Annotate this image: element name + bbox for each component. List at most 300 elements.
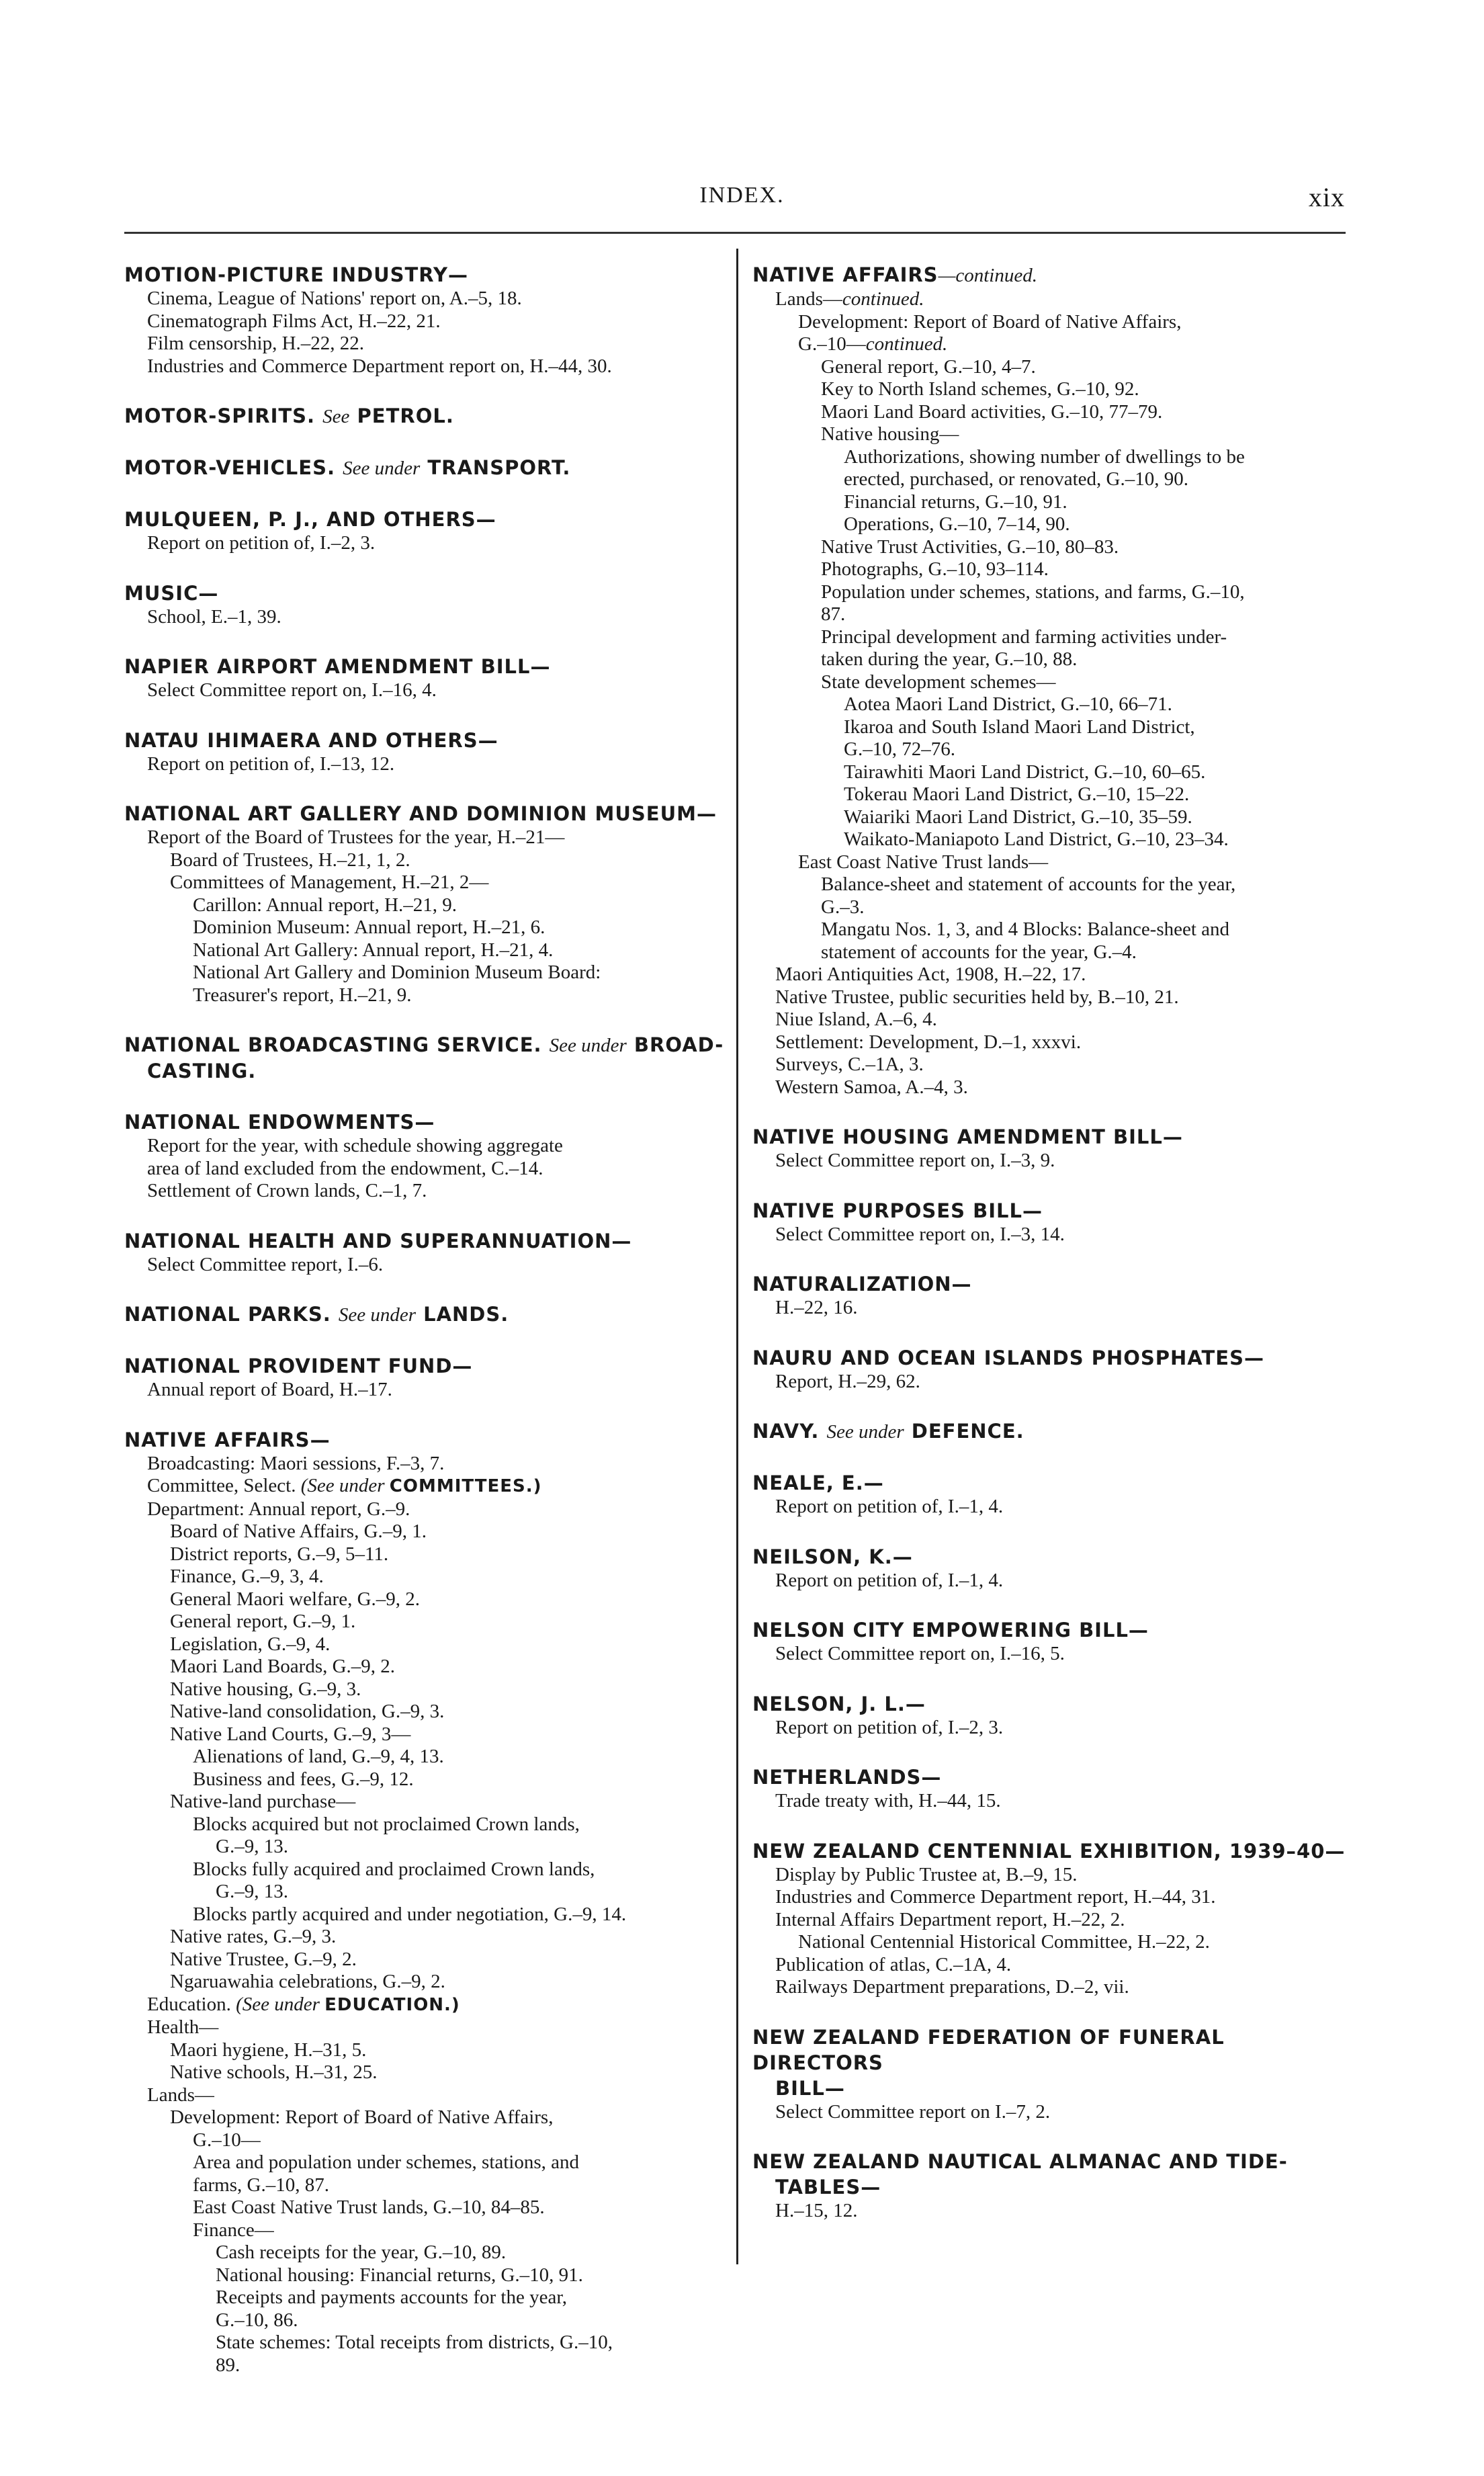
subline-text: East Coast Native Trust lands, G.–10, 84–85. bbox=[193, 2196, 545, 2218]
entry-subline bbox=[752, 671, 1350, 694]
entry-subline bbox=[124, 532, 726, 555]
entry-heading bbox=[752, 1544, 1350, 1570]
entry-subline bbox=[752, 1864, 1350, 1887]
entry-heading bbox=[752, 2149, 1350, 2200]
entry-subline bbox=[124, 2309, 726, 2332]
entry-subline bbox=[124, 1611, 726, 1633]
entry-subline bbox=[124, 288, 726, 310]
entry-heading bbox=[124, 507, 726, 532]
entry-subline bbox=[124, 1746, 726, 1768]
entry-subline bbox=[124, 871, 726, 894]
entry-subline bbox=[124, 753, 726, 776]
entry-subline bbox=[752, 1371, 1350, 1394]
subline-text: Committees of Management, H.–21, 2— bbox=[170, 871, 489, 893]
subline-text: Select Committee report on, I.–3, 9. bbox=[775, 1150, 1055, 1171]
index-entry bbox=[124, 728, 726, 776]
entry-heading-text: NAURU AND OCEAN ISLANDS PHOSPHATES— bbox=[752, 1346, 1264, 1369]
subline-text: Ngaruawahia celebrations, G.–9, 2. bbox=[170, 1971, 445, 1992]
see-reference-target: BROAD- bbox=[634, 1033, 724, 1056]
entry-subline bbox=[124, 2264, 726, 2287]
index-entry bbox=[124, 1427, 726, 2377]
subline-text: Internal Affairs Department report, H.–22, 2. bbox=[775, 1908, 1125, 1930]
subline-text: Native Trustee, G.–9, 2. bbox=[170, 1948, 357, 1970]
entry-subline bbox=[752, 603, 1350, 626]
entry-subline bbox=[124, 826, 726, 849]
see-reference-label: See under bbox=[549, 1035, 627, 1056]
entry-subline bbox=[124, 1768, 726, 1791]
subline-text: Niue Island, A.–6, 4. bbox=[775, 1009, 937, 1030]
entry-subline bbox=[124, 2151, 726, 2174]
subline-text: Lands— bbox=[775, 288, 842, 310]
see-reference-label: See under bbox=[338, 1304, 416, 1326]
entry-heading bbox=[752, 1124, 1350, 1150]
entry-subline bbox=[752, 446, 1350, 469]
subline-text: Native Trust Activities, G.–10, 80–83. bbox=[821, 536, 1119, 558]
header-rule bbox=[124, 232, 1346, 234]
subline-text: Tairawhiti Maori Land District, G.–10, 60–65. bbox=[844, 761, 1206, 783]
entry-heading bbox=[124, 262, 726, 288]
subline-text: Film censorship, H.–22, 22. bbox=[147, 333, 365, 354]
subline-text: Native-land purchase— bbox=[170, 1791, 356, 1812]
entry-subline bbox=[124, 1723, 726, 1746]
entry-subline bbox=[752, 716, 1350, 739]
entry-heading bbox=[752, 1271, 1350, 1297]
subline-text: Photographs, G.–10, 93–114. bbox=[821, 558, 1049, 580]
subline-text: erected, purchased, or renovated, G.–10, 90. bbox=[844, 468, 1188, 490]
entry-subline bbox=[752, 468, 1350, 491]
entry-heading bbox=[124, 1353, 726, 1379]
subline-text: Committee, Select. bbox=[147, 1475, 296, 1496]
subline-text: Department: Annual report, G.–9. bbox=[147, 1498, 410, 1520]
index-entry bbox=[124, 1228, 726, 1277]
entry-heading-text: MOTION-PICTURE INDUSTRY— bbox=[124, 263, 469, 286]
entry-subline bbox=[752, 423, 1350, 446]
entry-subline bbox=[124, 1521, 726, 1543]
column-divider bbox=[736, 249, 738, 2264]
entry-subline bbox=[124, 1254, 726, 1277]
entry-subline bbox=[752, 964, 1350, 986]
subline-text: Settlement of Crown lands, C.–1, 7. bbox=[147, 1180, 427, 1201]
entry-subline bbox=[752, 1717, 1350, 1740]
entry-heading bbox=[752, 1691, 1350, 1717]
subline-text: Select Committee report on, I.–16, 4. bbox=[147, 679, 437, 701]
entry-subline bbox=[752, 738, 1350, 761]
see-reference-target: TRANSPORT. bbox=[427, 456, 571, 479]
entry-subline bbox=[752, 986, 1350, 1009]
entry-subline bbox=[752, 1931, 1350, 1954]
see-reference-label: See bbox=[322, 406, 350, 427]
entry-subline bbox=[752, 851, 1350, 874]
subline-text: General report, G.–9, 1. bbox=[170, 1611, 356, 1632]
index-entry bbox=[124, 1109, 726, 1203]
entry-subline bbox=[124, 1859, 726, 1881]
index-entry bbox=[752, 2024, 1350, 2124]
entry-heading bbox=[124, 1109, 726, 1135]
entry-heading-text: MUSIC— bbox=[124, 581, 219, 605]
see-reference-target: EDUCATION.) bbox=[324, 1994, 460, 2015]
entry-subline bbox=[752, 2200, 1350, 2223]
entry-heading bbox=[124, 1301, 726, 1328]
entry-subline bbox=[752, 311, 1350, 334]
entry-subline bbox=[124, 1158, 726, 1181]
entry-subline bbox=[752, 1297, 1350, 1320]
see-reference-label: See under bbox=[343, 458, 421, 479]
subline-text: Lands— bbox=[147, 2084, 214, 2106]
subline-text: Financial returns, G.–10, 91. bbox=[844, 490, 1067, 513]
see-reference-target: PETROL. bbox=[357, 404, 454, 427]
subline-text: Business and fees, G.–9, 12. bbox=[193, 1768, 414, 1790]
entry-heading bbox=[124, 403, 726, 429]
entry-subline bbox=[124, 1791, 726, 1813]
entry-heading-text: NETHERLANDS— bbox=[752, 1766, 942, 1789]
entry-heading-text: NATURALIZATION— bbox=[752, 1273, 972, 1295]
entry-heading-text: NATIONAL PROVIDENT FUND— bbox=[124, 1355, 473, 1377]
entry-subline bbox=[124, 333, 726, 355]
entry-heading-text: NAVY. bbox=[752, 1420, 820, 1443]
subline-text: statement of accounts for the year, G.–4. bbox=[821, 941, 1137, 963]
subline-text: G.–9, 13. bbox=[216, 1836, 288, 1857]
entry-subline bbox=[752, 1643, 1350, 1666]
entry-heading bbox=[752, 1345, 1350, 1371]
subline-text: Report on petition of, I.–13, 12. bbox=[147, 753, 395, 775]
subline-text: General report, G.–10, 4–7. bbox=[821, 355, 1036, 378]
subline-text: Alienations of land, G.–9, 4, 13. bbox=[193, 1746, 444, 1767]
entry-heading-text: NEW ZEALAND CENTENNIAL EXHIBITION, 1939–40— bbox=[752, 1839, 1346, 1863]
subline-text: Maori Land Board activities, G.–10, 77–79. bbox=[821, 400, 1163, 423]
entry-subline bbox=[752, 2101, 1350, 2124]
index-entry bbox=[124, 1301, 726, 1328]
entry-subline bbox=[124, 1543, 726, 1566]
entry-subline bbox=[752, 828, 1350, 851]
entry-subline bbox=[124, 1904, 726, 1926]
subline-text: Cash receipts for the year, G.–10, 89. bbox=[216, 2242, 507, 2263]
entry-heading bbox=[124, 1032, 726, 1084]
index-entry bbox=[124, 455, 726, 481]
entry-subline bbox=[124, 2106, 726, 2129]
entry-heading bbox=[752, 1418, 1350, 1445]
subline-text: Report on petition of, I.–1, 4. bbox=[775, 1569, 1004, 1591]
subline-text: Area and population under schemes, stations, and bbox=[193, 2151, 580, 2173]
entry-heading-text: BILL— bbox=[775, 2076, 845, 2100]
index-entry bbox=[752, 262, 1350, 1099]
index-entry bbox=[752, 1198, 1350, 1246]
subline-text: G.–3. bbox=[821, 896, 865, 918]
subline-text: Native Trustee, public securities held by, B.–10, 21. bbox=[775, 986, 1179, 1008]
entry-subline bbox=[124, 1971, 726, 1994]
index-entry bbox=[752, 1838, 1350, 1999]
subline-text: Population under schemes, stations, and farms, G.–10, bbox=[821, 581, 1245, 603]
entry-subline bbox=[752, 896, 1350, 919]
index-entry bbox=[752, 1418, 1350, 1445]
entry-heading-text: NELSON, J. L.— bbox=[752, 1692, 926, 1715]
see-reference-target: LANDS. bbox=[423, 1303, 509, 1326]
subline-text: Native-land consolidation, G.–9, 3. bbox=[170, 1701, 445, 1722]
entry-subline bbox=[124, 2196, 726, 2219]
index-entry bbox=[752, 1544, 1350, 1592]
entry-subline bbox=[752, 1790, 1350, 1813]
subline-text: 87. bbox=[821, 603, 846, 625]
subline-text: Railways Department preparations, D.–2, vii. bbox=[775, 1976, 1129, 1998]
subline-text: area of land excluded from the endowment, C.–14. bbox=[147, 1157, 543, 1179]
entry-heading-text: NATIVE AFFAIRS bbox=[752, 263, 939, 286]
see-reference-label: See under bbox=[826, 1421, 904, 1443]
entry-subline bbox=[752, 919, 1350, 941]
entry-subline bbox=[124, 1498, 726, 1521]
entry-subline bbox=[752, 288, 1350, 311]
entry-heading-text: NAPIER AIRPORT AMENDMENT BILL— bbox=[124, 655, 551, 678]
entry-subline bbox=[124, 679, 726, 702]
subline-text: Health— bbox=[147, 2016, 219, 2038]
entry-heading-text: NEALE, E.— bbox=[752, 1471, 884, 1494]
subline-text: Maori Land Boards, G.–9, 2. bbox=[170, 1656, 396, 1677]
see-reference-target: COMMITTEES.) bbox=[389, 1476, 542, 1496]
entry-subline bbox=[124, 606, 726, 629]
entry-heading-text: MULQUEEN, P. J., AND OTHERS— bbox=[124, 508, 496, 531]
entry-heading-text: MOTOR-SPIRITS. bbox=[124, 404, 316, 427]
subline-text: Industries and Commerce Department report, H.–44, 31. bbox=[775, 1886, 1216, 1908]
subline-text: Waiariki Maori Land District, G.–10, 35–59. bbox=[844, 806, 1192, 828]
entry-subline bbox=[124, 2287, 726, 2309]
page-header bbox=[0, 0, 1484, 228]
entry-subline bbox=[124, 1836, 726, 1859]
entry-subline bbox=[752, 1054, 1350, 1076]
subline-text: Surveys, C.–1A, 3. bbox=[775, 1054, 924, 1075]
subline-text: Waikato-Maniapoto Land District, G.–10, 23–34. bbox=[844, 828, 1229, 850]
subline-text: Key to North Island schemes, G.–10, 92. bbox=[821, 378, 1139, 400]
subline-text: General Maori welfare, G.–9, 2. bbox=[170, 1588, 421, 1610]
index-entry bbox=[752, 1764, 1350, 1813]
entry-heading-text: NATAU IHIMAERA AND OTHERS— bbox=[124, 728, 498, 752]
subline-text: Principal development and farming activities under- bbox=[821, 626, 1227, 648]
subline-text: Balance-sheet and statement of accounts for the year, bbox=[821, 873, 1236, 895]
entry-heading bbox=[124, 1228, 726, 1254]
index-entry bbox=[124, 654, 726, 702]
subline-text: Western Samoa, A.–4, 3. bbox=[775, 1076, 968, 1098]
entry-subline bbox=[124, 1881, 726, 1904]
subline-text: School, E.–1, 39. bbox=[147, 605, 281, 628]
entry-subline bbox=[124, 1926, 726, 1949]
index-entry bbox=[124, 801, 726, 1007]
subline-text: Native rates, G.–9, 3. bbox=[170, 1926, 337, 1947]
entry-subline bbox=[752, 1076, 1350, 1099]
entry-subline bbox=[752, 491, 1350, 514]
subline-text: Treasurer's report, H.–21, 9. bbox=[193, 984, 412, 1006]
entry-heading-text: MOTOR-VEHICLES. bbox=[124, 456, 335, 479]
entry-subline bbox=[752, 333, 1350, 356]
subline-text: Cinema, League of Nations' report on, A.–5, 18. bbox=[147, 288, 522, 309]
entry-heading bbox=[124, 728, 726, 753]
subline-text: Dominion Museum: Annual report, H.–21, 6. bbox=[193, 916, 545, 938]
subline-text: Blocks partly acquired and under negotiation, G.–9, 14. bbox=[193, 1903, 627, 1925]
index-entry bbox=[124, 1353, 726, 1402]
entry-subline bbox=[124, 2061, 726, 2084]
entry-heading bbox=[124, 801, 726, 826]
entry-heading-text: NEILSON, K.— bbox=[752, 1545, 913, 1568]
subline-text: National Art Gallery: Annual report, H.–21, 4. bbox=[193, 939, 554, 961]
entry-subline bbox=[752, 1009, 1350, 1031]
entry-heading-text: NATIVE PURPOSES BILL— bbox=[752, 1199, 1043, 1222]
subline-text: Report, H.–29, 62. bbox=[775, 1370, 920, 1392]
entry-subline bbox=[752, 693, 1350, 716]
entry-subline bbox=[752, 1150, 1350, 1172]
entry-heading bbox=[752, 262, 1350, 288]
subline-text: Trade treaty with, H.–44, 15. bbox=[775, 1790, 1001, 1811]
subline-text: National Art Gallery and Dominion Museum Board: bbox=[193, 962, 601, 983]
index-entry bbox=[752, 1271, 1350, 1320]
subline-text: Report on petition of, I.–2, 3. bbox=[147, 532, 376, 554]
entry-heading bbox=[124, 1427, 726, 1453]
index-entry bbox=[124, 403, 726, 429]
entry-subline bbox=[124, 310, 726, 333]
entry-subline bbox=[752, 648, 1350, 671]
entry-subline bbox=[124, 1678, 726, 1701]
subline-text: Development: Report of Board of Native Affairs, bbox=[170, 2106, 554, 2128]
subline-text: Select Committee report, I.–6. bbox=[147, 1253, 384, 1275]
entry-subline bbox=[124, 984, 726, 1007]
entry-heading-text: NATIVE AFFAIRS— bbox=[124, 1428, 331, 1451]
entry-subline bbox=[124, 1180, 726, 1203]
entry-subline bbox=[124, 355, 726, 378]
entry-subline bbox=[124, 2084, 726, 2107]
entry-heading-text: NEW ZEALAND NAUTICAL ALMANAC AND TIDE- bbox=[752, 2150, 1288, 2173]
subline-text: State schemes: Total receipts from districts, G.–10, bbox=[216, 2332, 613, 2353]
index-entry bbox=[124, 1032, 726, 1084]
subline-text: Ikaroa and South Island Maori Land District, bbox=[844, 716, 1195, 738]
entry-subline bbox=[124, 2039, 726, 2062]
entry-subline bbox=[124, 1949, 726, 1971]
entry-subline bbox=[124, 2354, 726, 2377]
subline-text: National Centennial Historical Committee, H.–22, 2. bbox=[798, 1931, 1210, 1953]
entry-heading-text: NATIVE HOUSING AMENDMENT BILL— bbox=[752, 1125, 1183, 1148]
entry-heading-text: CASTING. bbox=[147, 1060, 257, 1082]
entry-subline bbox=[752, 806, 1350, 829]
entry-subline bbox=[124, 1994, 726, 2017]
subline-text: Education. bbox=[147, 1993, 231, 2015]
subline-text: Legislation, G.–9, 4. bbox=[170, 1633, 331, 1655]
entry-subline bbox=[124, 849, 726, 872]
entry-heading-text: NATIONAL PARKS. bbox=[124, 1303, 331, 1326]
entry-subline bbox=[752, 356, 1350, 379]
subline-text: G.–10— bbox=[193, 2129, 261, 2151]
entry-subline bbox=[124, 2242, 726, 2264]
see-reference-label: (See under bbox=[300, 1475, 385, 1496]
entry-subline bbox=[124, 2016, 726, 2039]
entry-subline bbox=[752, 513, 1350, 536]
subline-text: Cinematograph Films Act, H.–22, 21. bbox=[147, 310, 441, 332]
subline-text: Report on petition of, I.–2, 3. bbox=[775, 1716, 1004, 1738]
subline-text: District reports, G.–9, 5–11. bbox=[170, 1543, 389, 1565]
entry-subline bbox=[752, 401, 1350, 424]
index-entry bbox=[752, 1124, 1350, 1172]
entry-subline bbox=[124, 1566, 726, 1588]
entry-subline bbox=[124, 894, 726, 917]
entry-subline bbox=[124, 2332, 726, 2354]
subline-text: Native Land Courts, G.–9, 3— bbox=[170, 1723, 411, 1745]
subline-text: Maori hygiene, H.–31, 5. bbox=[170, 2039, 367, 2061]
entry-subline bbox=[752, 626, 1350, 649]
subline-text: Report of the Board of Trustees for the year, H.–21— bbox=[147, 826, 565, 848]
entry-heading-text: NATIONAL ENDOWMENTS— bbox=[124, 1111, 435, 1134]
subline-text: G.–10, 86. bbox=[216, 2309, 298, 2331]
entry-subline bbox=[752, 558, 1350, 581]
entry-heading bbox=[752, 1198, 1350, 1224]
entry-heading bbox=[124, 455, 726, 481]
continued-note: continued. bbox=[865, 333, 948, 355]
subline-text: Broadcasting: Maori sessions, F.–3, 7. bbox=[147, 1452, 445, 1474]
subline-text: farms, G.–10, 87. bbox=[193, 2174, 329, 2196]
entry-heading-text: NATIONAL BROADCASTING SERVICE. bbox=[124, 1033, 542, 1056]
entry-subline bbox=[752, 873, 1350, 896]
subline-text: Operations, G.–10, 7–14, 90. bbox=[844, 513, 1070, 535]
entry-subline bbox=[124, 939, 726, 962]
subline-text: Carillon: Annual report, H.–21, 9. bbox=[193, 894, 457, 916]
entry-subline bbox=[752, 941, 1350, 964]
subline-text: Select Committee report on I.–7, 2. bbox=[775, 2100, 1051, 2123]
entry-subline bbox=[752, 1570, 1350, 1592]
subline-text: National housing: Financial returns, G.–10, 91. bbox=[216, 2264, 583, 2286]
entry-subline bbox=[124, 1701, 726, 1723]
subline-text: 89. bbox=[216, 2354, 241, 2376]
subline-text: State development schemes— bbox=[821, 671, 1056, 693]
continued-note: continued. bbox=[842, 288, 924, 310]
subline-text: G.–9, 13. bbox=[216, 1881, 288, 1902]
subline-text: G.–10— bbox=[798, 333, 866, 355]
subline-text: Industries and Commerce Department report on, H.–44, 30. bbox=[147, 355, 612, 377]
entry-subline bbox=[752, 1886, 1350, 1909]
entry-subline bbox=[752, 1954, 1350, 1977]
index-column-left bbox=[124, 262, 726, 2402]
subline-text: East Coast Native Trust lands— bbox=[798, 851, 1049, 873]
subline-text: Report for the year, with schedule showing aggregate bbox=[147, 1135, 563, 1156]
entry-subline bbox=[752, 1224, 1350, 1246]
index-entry bbox=[752, 1470, 1350, 1519]
entry-subline bbox=[124, 2129, 726, 2152]
subline-text: Select Committee report on, I.–16, 5. bbox=[775, 1643, 1065, 1664]
see-reference-label: (See under bbox=[236, 1993, 320, 2015]
subline-text: Select Committee report on, I.–3, 14. bbox=[775, 1223, 1065, 1245]
subline-text: Native housing, G.–9, 3. bbox=[170, 1678, 361, 1700]
entry-subline bbox=[752, 1496, 1350, 1519]
entry-subline bbox=[124, 1656, 726, 1678]
entry-heading bbox=[752, 1764, 1350, 1790]
subline-text: Annual report of Board, H.–17. bbox=[147, 1379, 392, 1400]
index-entry bbox=[752, 1617, 1350, 1666]
subline-text: Aotea Maori Land District, G.–10, 66–71. bbox=[844, 693, 1172, 715]
entry-subline bbox=[752, 1976, 1350, 1999]
entry-subline bbox=[124, 962, 726, 984]
entry-subline bbox=[124, 1379, 726, 1402]
subline-text: Development: Report of Board of Native Affairs, bbox=[798, 310, 1182, 333]
entry-heading bbox=[752, 1838, 1350, 1864]
subline-text: Maori Antiquities Act, 1908, H.–22, 17. bbox=[775, 964, 1086, 985]
index-entry bbox=[124, 581, 726, 629]
entry-subline bbox=[752, 581, 1350, 604]
subline-text: Blocks acquired but not proclaimed Crown lands, bbox=[193, 1813, 580, 1835]
index-column-right bbox=[752, 262, 1350, 2248]
index-entry bbox=[752, 1345, 1350, 1394]
subline-text: Display by Public Trustee at, B.–9, 15. bbox=[775, 1863, 1078, 1885]
subline-text: Receipts and payments accounts for the year, bbox=[216, 2287, 568, 2308]
continued-note: —continued. bbox=[938, 265, 1037, 286]
index-entry bbox=[124, 262, 726, 378]
subline-text: Mangatu Nos. 1, 3, and 4 Blocks: Balance-sheet and bbox=[821, 919, 1230, 940]
subline-text: taken during the year, G.–10, 88. bbox=[821, 648, 1078, 670]
entry-heading-text: NEW ZEALAND FEDERATION OF FUNERAL DIRECTORS bbox=[752, 2025, 1225, 2074]
entry-subline bbox=[124, 1135, 726, 1158]
subline-text: Report on petition of, I.–1, 4. bbox=[775, 1496, 1004, 1517]
entry-subline bbox=[124, 1475, 726, 1498]
subline-text: H.–15, 12. bbox=[775, 2200, 858, 2221]
